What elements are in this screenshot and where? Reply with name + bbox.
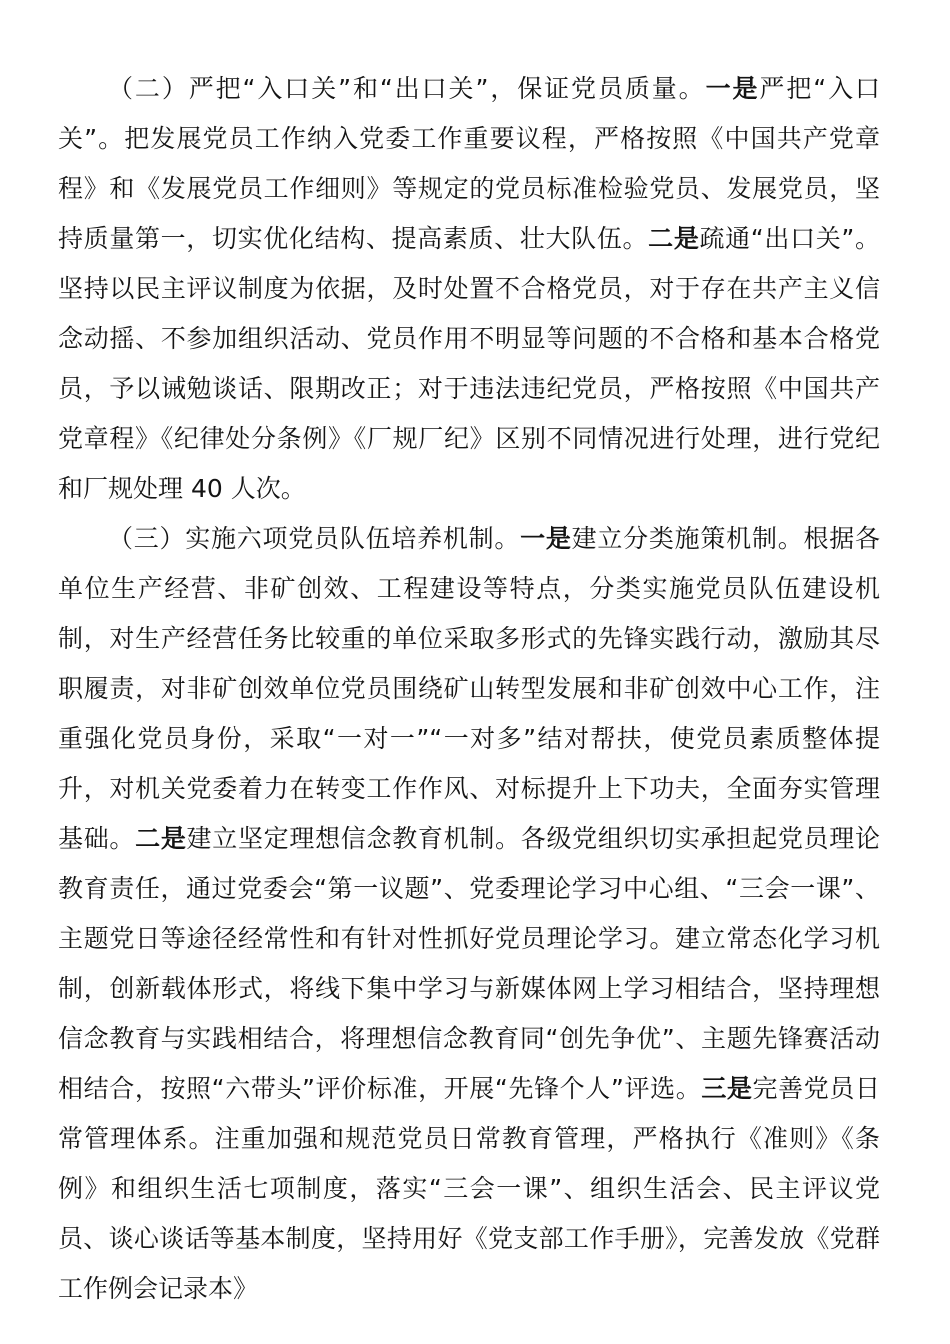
- document-page: [58, 64, 880, 1314]
- paragraph-six-mechanisms: [58, 514, 880, 1314]
- text-entry-gate: 严把“入口关”。把发展党员工作纳入党委工作重要议程，严格按照《中国共产党章程》和《发展党员工作细则》等规定的党员标准检验党员、发展党员，坚持质量第一，切实优化结构、提高素质、壮大队伍。: [58, 74, 881, 253]
- text-daily-management: 完善党员日常管理体系。注重加强和规范党员日常教育管理，严格执行《准则》《条例》和组织生活七项制度，落实“三会一课”、组织生活会、民主评议党员、谈心谈话等基本制度，坚持用好《党支部工作手册》，完善发放《党群工作例会记录本》: [58, 1074, 880, 1303]
- heading-six-mechanisms: （三）实施六项党员队伍培养机制。: [108, 524, 521, 553]
- text-classified-policy: 建立分类施策机制。根据各单位生产经营、非矿创效、工程建设等特点，分类实施党员队伍建设机制，对生产经营任务比较重的单位采取多形式的先锋实践行动，激励其尽职履责，对非矿创效单位党员围绕矿山转型发展和非矿创效中心工作，注重强化党员身份，采取“一对一”“一对多”结对帮扶，使党员素质整体提升，对机关党委着力在转变工作作风、对标提升上下功夫，全面夯实管理基础。: [58, 524, 880, 853]
- heading-entry-exit: （二）严把“入口关”和“出口关”，保证党员质量。: [108, 74, 706, 103]
- marker-first: 一是: [705, 74, 760, 103]
- text-ideal-education: 建立坚定理想信念教育机制。各级党组织切实承担起党员理论教育责任，通过党委会“第一议题”、党委理论学习中心组、“三会一课”、主题党日等途径经常性和有针对性抓好党员理论学习。建立常态化学习机制，创新载体形式，将线下集中学习与新媒体网上学习相结合，坚持理想信念教育与实践相结合，将理想信念教育同“创先争优”、主题先锋赛活动相结合，按照“六带头”评价标准，开展“先锋个人”评选。: [58, 824, 880, 1103]
- marker-third: 三是: [701, 1074, 753, 1103]
- marker-first: 一是: [520, 524, 572, 553]
- text-exit-gate: 疏通“出口关”。坚持以民主评议制度为依据，及时处置不合格党员，对于存在共产主义信念动摇、不参加组织活动、党员作用不明显等问题的不合格和基本合格党员，予以诫勉谈话、限期改正；对于违法违纪党员，严格按照《中国共产党章程》《纪律处分条例》《厂规厂纪》区别不同情况进行处理，进行党纪和厂规处理 40 人次。: [58, 224, 880, 503]
- marker-second: 二是: [648, 224, 700, 253]
- marker-second: 二是: [135, 824, 187, 853]
- paragraph-entry-exit: [58, 64, 880, 514]
